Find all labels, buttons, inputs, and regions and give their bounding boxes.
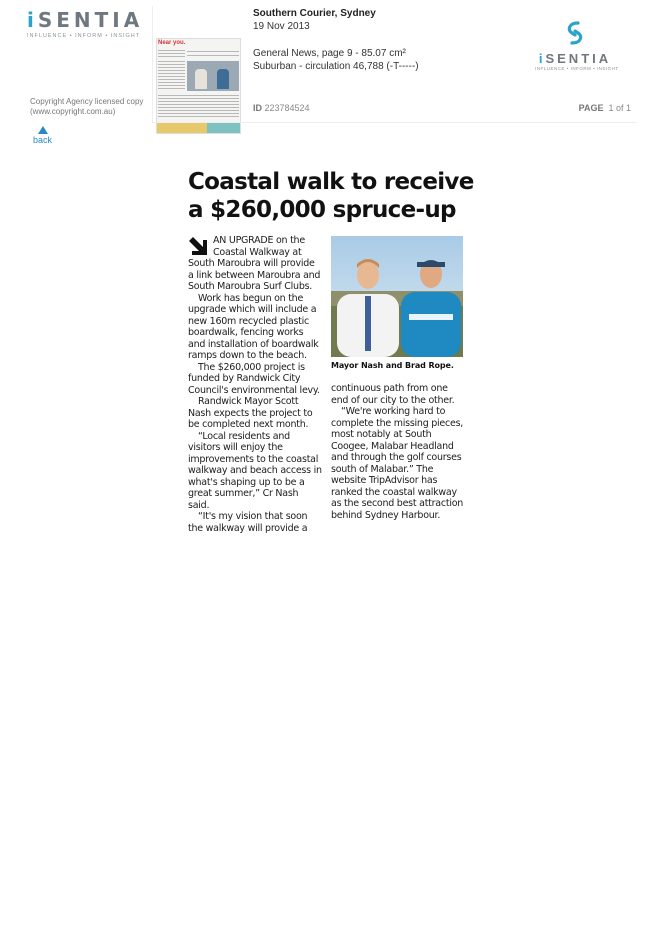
photo-mayor-and-brad [331, 236, 463, 357]
article-headline [188, 168, 478, 224]
article-column-1 [188, 235, 322, 534]
article-photo [331, 236, 463, 357]
logo-letter-i: i [538, 51, 546, 66]
article-paragraph: continuous path from one end of our city to the other. [331, 383, 455, 406]
publication-section: General News, page 9 - 85.07 cm² [253, 48, 406, 59]
back-label: back [33, 135, 53, 145]
id-value: 223784524 [264, 103, 310, 113]
isentia-logo [27, 8, 152, 39]
copyright-line: Copyright Agency licensed copy [30, 97, 144, 106]
article-id [253, 103, 310, 113]
isentia-logo-right [535, 20, 619, 71]
logo-wordmark: SENTIA [37, 8, 144, 32]
thumbnail-photo [187, 61, 239, 91]
article-paragraph: AN UPGRADE on the Coastal Walkway at South Maroubra will provide a link between Maroubra and South Maroubra Surf Clubs. [188, 235, 321, 292]
logo-letter-i: i [27, 8, 38, 32]
article-paragraph: “We're working hard to complete the missing pieces, most notably at South Coogee, Malabar Headland and through the golf courses south of Malabar.” The website TripAdvisor has ranked the coastal walkway as the second best attraction behind Sydney Harbour. [331, 406, 464, 521]
publication-date: 19 Nov 2013 [253, 21, 310, 32]
thumbnail-headline: Near you. [158, 40, 186, 46]
logo-wordmark: SENTIA [545, 51, 612, 66]
page-indicator [579, 103, 631, 113]
page-value: 1 of 1 [608, 103, 631, 113]
article-column-2 [331, 383, 465, 521]
headline-line: a $260,000 spruce-up [188, 197, 456, 223]
up-arrow-icon [38, 126, 48, 134]
logo-tagline: INFLUENCE • INFORM • INSIGHT [27, 33, 141, 39]
publication-circulation: Suburban - circulation 46,788 (-T-----) [253, 61, 419, 72]
header-divider-vertical [152, 6, 153, 122]
publication-name: Southern Courier, Sydney [253, 8, 376, 19]
article-paragraph: Randwick Mayor Scott Nash expects the project to be completed next month. [188, 396, 313, 430]
copyright-notice [30, 97, 143, 117]
arrow-down-right-icon [188, 237, 207, 255]
header-divider [152, 122, 637, 123]
photo-caption: Mayor Nash and Brad Rope. [331, 361, 454, 370]
back-link[interactable] [33, 126, 52, 145]
page-thumbnail[interactable] [156, 38, 241, 134]
article-paragraph: The $260,000 project is funded by Randwick City Council's environmental levy. [188, 361, 320, 396]
copyright-url: (www.copyright.com.au) [30, 107, 116, 116]
id-label: ID [253, 103, 262, 113]
headline-line: Coastal walk to receive [188, 169, 474, 195]
article-paragraph: “Local residents and visitors will enjoy the improvements to the coastal walkway and beach access in what's shaping up to be a great summer,” Cr Nash said. [188, 430, 322, 511]
isentia-swirl-icon [563, 20, 587, 46]
article-paragraph: Work has begun on the upgrade which will include a new 160m recycled plastic boardwalk, fencing works and installation of boardwalk ramps down to the beach. [188, 292, 319, 361]
logo-tagline: INFLUENCE • INFORM • INSIGHT [535, 66, 619, 71]
article-paragraph: “It's my vision that soon the walkway will provide a [188, 511, 308, 534]
page-label: PAGE [578, 103, 604, 113]
